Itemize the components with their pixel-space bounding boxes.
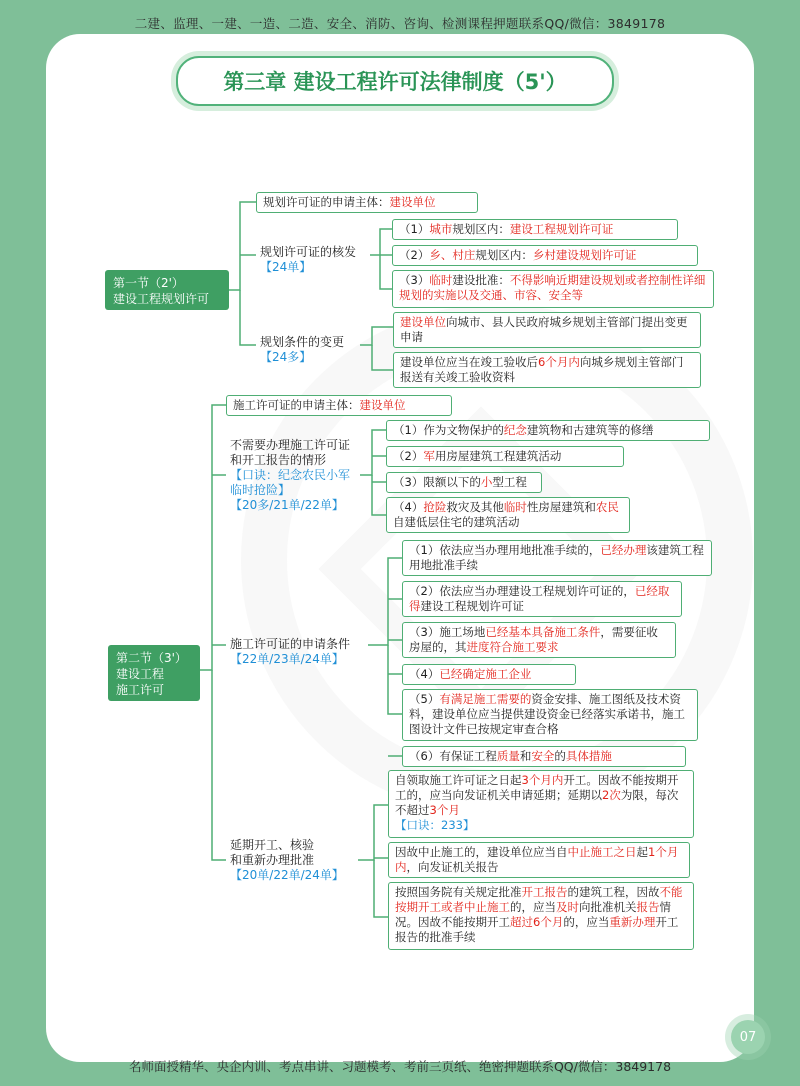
delay-label-2: 和重新办理批准 <box>230 853 315 867</box>
section2-name1: 建设工程 <box>116 667 165 681</box>
d3-b: 开工报告 <box>521 885 568 899</box>
d1-mid2: 为限，每次不超过 <box>395 788 679 817</box>
plan-change-tag: 【24多】 <box>260 350 312 364</box>
issuance-item-2[interactable] <box>392 245 698 266</box>
page-number: 07 <box>731 1020 765 1054</box>
condition-item-5[interactable] <box>402 689 698 741</box>
issuance-item-1[interactable] <box>392 219 678 240</box>
condition-item-1[interactable] <box>402 540 712 576</box>
d1-mid: 开工。因故不能按期开工的，应当向发证机关申请延期；延期以 <box>395 773 679 802</box>
d3-h: 报告 <box>636 900 660 914</box>
build-applicant-node[interactable] <box>226 395 452 416</box>
exempt-item-2[interactable] <box>386 446 624 467</box>
issuance-item-3[interactable] <box>392 270 714 308</box>
plan-change-label: 规划条件的变更 <box>260 335 345 349</box>
plan-applicant-node[interactable] <box>256 192 478 213</box>
c5-post: 资金安排、施工图纸及技术资料，建设单位应当提供建设资金已经落实承诺书，施工图设计文件已按规定审查合格 <box>409 692 685 736</box>
bottom-banner: 名师面授精华、央企内训、考点串讲、习题模考、考前三页纸、绝密押题联系QQ/微信：3849178 <box>128 1059 672 1074</box>
c5-pre: （5） <box>409 692 440 706</box>
change1-text: 向城市、县人民政府城乡规划主管部门提出变更申请 <box>400 315 688 344</box>
issue1-prefix: （1） <box>399 222 430 236</box>
d3-g: 向批准机关 <box>579 900 637 914</box>
ex4-farmer: 农民 <box>595 500 619 514</box>
exempt-item-3[interactable] <box>386 472 542 493</box>
delay-node[interactable] <box>230 838 360 883</box>
c3-key2: 进度符合施工要求 <box>466 640 559 654</box>
d1-3months: 3个月内 <box>521 773 564 787</box>
d2-key: 中止施工之日 <box>567 845 637 859</box>
c2-pre: （2）依法应当办理建设工程规划许可证的， <box>409 584 635 598</box>
ex4-rescue: 抢险 <box>423 500 447 514</box>
conditions-tag: 【22单/23单/24单】 <box>230 652 344 666</box>
delay-tag: 【20单/22单/24单】 <box>230 868 344 882</box>
d2-from: 起 <box>636 845 648 859</box>
conditions-node[interactable] <box>230 637 370 667</box>
ex4-pre: （4） <box>393 500 424 514</box>
plan-issuance-tag: 【24单】 <box>260 260 312 274</box>
issue2-village: 乡、村庄 <box>429 248 476 262</box>
change-item-2[interactable] <box>393 352 701 388</box>
delay-label-1: 延期开工、核验 <box>230 838 315 852</box>
exempt-node[interactable] <box>230 438 358 513</box>
d1-tip: 【口诀：233】 <box>395 818 475 832</box>
issue1-permit: 建设工程规划许可证 <box>509 222 614 236</box>
section2-head: 第二节（3'） <box>116 651 187 665</box>
c6-pre: （6）有保证工程 <box>409 749 497 763</box>
c3-key1: 已经基本具备施工条件 <box>485 625 601 639</box>
d3-d: 不能按期开工或者中止施工 <box>395 885 683 914</box>
issue2-permit: 乡村建设规划许可证 <box>532 248 637 262</box>
c5-key: 有满足施工需要的 <box>439 692 532 706</box>
issue2-mid: 规划区内： <box>475 248 533 262</box>
plan-issuance-node[interactable] <box>260 245 372 275</box>
delay-item-1[interactable] <box>388 770 694 838</box>
c3-pre: （3）施工场地 <box>409 625 486 639</box>
c6-of: 的 <box>554 749 566 763</box>
issue3-rule: 不得影响近期建设规划或者控制性详细规划的实施以及交通、市容、安全等 <box>399 273 706 302</box>
plan-change-node[interactable] <box>260 335 364 365</box>
top-banner: 二建、监理、一建、一造、二造、安全、消防、咨询、检测课程押题联系QQ/微信：3849178 <box>134 16 666 31</box>
d3-j: 超过6个月 <box>510 915 564 929</box>
section2-name2: 施工许可 <box>116 683 165 697</box>
d3-a: 按照国务院有关规定批准 <box>395 885 522 899</box>
d1-2times: 2次 <box>602 788 621 802</box>
ex4-mid2: 性房屋建筑和 <box>526 500 596 514</box>
c1-key: 已经办理 <box>600 543 647 557</box>
plan-applicant-label: 规划许可证的申请主体： <box>263 195 390 209</box>
plan-applicant-value: 建设单位 <box>389 195 436 209</box>
section1-head: 第一节（2'） <box>113 276 184 290</box>
c2-key: 已经取得 <box>409 584 670 613</box>
ex2-pre: （2） <box>393 449 424 463</box>
d3-e: 的，应当 <box>510 900 556 914</box>
d3-i: 情况。因故不能按期开工 <box>395 900 671 929</box>
d2-post: ，向发证机关报告 <box>406 860 499 874</box>
condition-item-6[interactable] <box>402 746 686 767</box>
issue3-prefix: （3） <box>399 273 430 287</box>
c6-and: 和 <box>519 749 532 763</box>
delay-item-2[interactable] <box>388 842 690 878</box>
exempt-label: 不需要办理施工许可证和开工报告的情形 <box>230 438 351 467</box>
change-item-1[interactable] <box>393 312 701 348</box>
d1-pre: 自领取施工许可证之日起 <box>395 773 522 787</box>
d3-f: 及时 <box>556 900 579 914</box>
issue1-mid: 规划区内： <box>452 222 510 236</box>
section1-node[interactable] <box>105 270 229 310</box>
c1-pre: （1）依法应当办理用地批准手续的， <box>409 543 601 557</box>
ex3-pre: （3）限额以下的 <box>393 475 481 489</box>
d1-max: 3个月 <box>429 803 460 817</box>
d3-m: 开工报告的批准手续 <box>395 915 679 944</box>
c6-safety: 安全 <box>531 749 555 763</box>
c4-pre: （4） <box>409 667 440 681</box>
d2-pre: 因故中止施工的，建设单位应当自 <box>395 845 568 859</box>
section2-node[interactable] <box>108 645 200 701</box>
ex4-temp: 临时 <box>503 500 527 514</box>
condition-item-2[interactable] <box>402 581 682 617</box>
section1-name: 建设工程规划许可 <box>113 292 210 306</box>
ex2-key: 军 <box>423 449 435 463</box>
issue3-temp: 临时 <box>429 273 453 287</box>
ex1-key: 纪念 <box>503 423 527 437</box>
change2-post: 向城乡规划主管部门报送有关竣工验收资料 <box>400 355 684 384</box>
build-applicant-value: 建设单位 <box>359 398 406 412</box>
c4-key: 已经确定施工企业 <box>439 667 532 681</box>
ex2-post: 用房屋建筑工程建筑活动 <box>434 449 562 463</box>
build-applicant-label: 施工许可证的申请主体： <box>233 398 360 412</box>
ex4-post: 自建低层住宅的建筑活动 <box>393 515 520 529</box>
d3-l: 重新办理 <box>609 915 656 929</box>
title-text: 第三章 建设工程许可法律制度（5'） <box>223 70 567 94</box>
issue1-city: 城市 <box>429 222 453 236</box>
change1-unit: 建设单位 <box>400 315 446 329</box>
d3-c: 的建筑工程，因故 <box>567 885 660 899</box>
condition-item-3[interactable] <box>402 622 676 658</box>
ex1-post: 建筑物和古建筑等的修缮 <box>526 423 654 437</box>
c1-post: 该建筑工程用地批准手续 <box>409 543 704 572</box>
change2-pre: 建设单位应当在竣工验收后 <box>400 355 538 369</box>
ex3-key: 小 <box>480 475 493 489</box>
exempt-tip: 【口诀：纪念农民小军临时抢险】 <box>230 468 351 497</box>
conditions-label: 施工许可证的申请条件 <box>230 637 351 651</box>
plan-issuance-label: 规划许可证的核发 <box>260 245 357 259</box>
issue3-mid: 建设批准： <box>452 273 510 287</box>
delay-item-3[interactable] <box>388 882 694 950</box>
d3-k: 的，应当 <box>563 915 610 929</box>
c6-measures: 具体措施 <box>565 749 612 763</box>
exempt-item-4[interactable] <box>386 497 630 533</box>
ex1-pre: （1）作为文物保护的 <box>393 423 504 437</box>
c6-quality: 质量 <box>496 749 520 763</box>
ex3-post: 型工程 <box>492 475 527 489</box>
change2-deadline: 6个月内 <box>538 355 580 369</box>
issue2-prefix: （2） <box>399 248 430 262</box>
condition-item-4[interactable] <box>402 664 576 685</box>
d2-1month: 1个月内 <box>395 845 679 874</box>
exempt-tag: 【20多/21单/22单】 <box>230 498 344 512</box>
exempt-item-1[interactable] <box>386 420 710 441</box>
c2-post: 建设工程规划许可证 <box>420 599 524 613</box>
ex4-mid1: 救灾及其他 <box>446 500 504 514</box>
c3-mid: ，需要征收房屋的，其 <box>409 625 658 654</box>
